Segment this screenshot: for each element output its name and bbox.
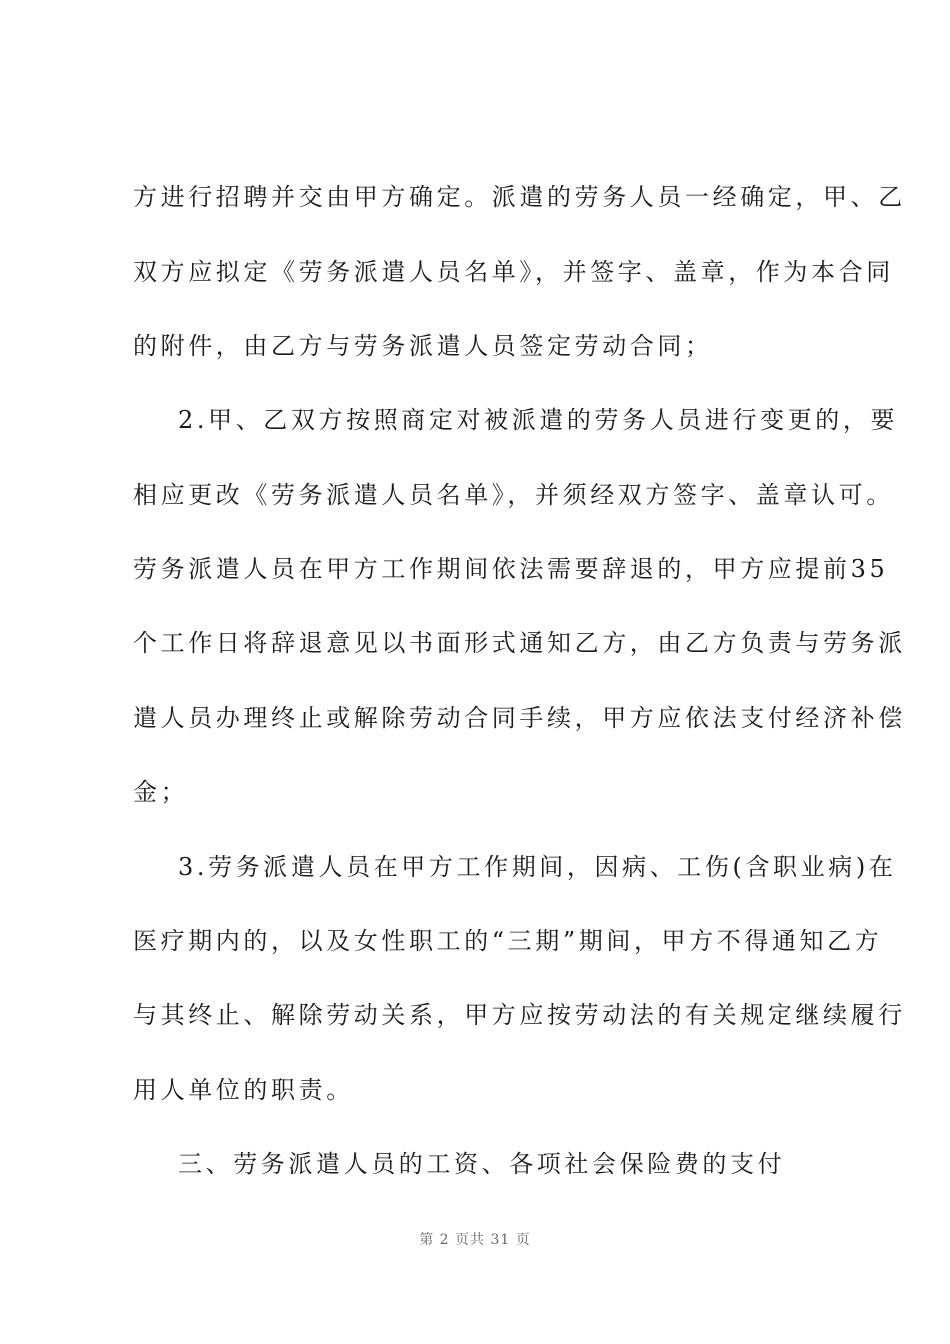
paragraph-line: 个工作日将辞退意见以书面形式通知乙方，由乙方负责与劳务派 [133,629,906,657]
paragraph-line: 相应更改《劳务派遣人员名单》，并须经双方签字、盖章认可。 [133,481,894,509]
section-heading: 三、劳务派遣人员的工资、各项社会保险费的支付 [178,1150,786,1178]
paragraph-line: 劳务派遣人员在甲方工作期间依法需要辞退的，甲方应提前35 [133,555,889,583]
paragraph-line: 的附件，由乙方与劳务派遣人员签定劳动合同； [133,332,713,360]
paragraph-line: 2.甲、乙双方按照商定对被派遣的劳务人员进行变更的，要 [178,406,899,434]
paragraph-line: 医疗期内的，以及女性职工的“三期”期间，甲方不得通知乙方 [133,927,883,955]
paragraph-line: 金； [133,778,189,806]
page-number-footer: 第 2 页共 31 页 [419,1232,531,1248]
paragraph-line: 3.劳务派遣人员在甲方工作期间，因病、工伤(含职业病)在 [178,853,897,881]
paragraph-line: 遣人员办理终止或解除劳动合同手续，甲方应依法支付经济补偿 [133,704,906,732]
paragraph-line: 方进行招聘并交由甲方确定。派遣的劳务人员一经确定，甲、乙 [133,183,906,211]
paragraph-line: 与其终止、解除劳动关系，甲方应按劳动法的有关规定继续履行 [133,1001,906,1029]
paragraph-line: 双方应拟定《劳务派遣人员名单》，并签字、盖章，作为本合同 [133,258,894,286]
paragraph-line: 用人单位的职责。 [133,1076,354,1104]
